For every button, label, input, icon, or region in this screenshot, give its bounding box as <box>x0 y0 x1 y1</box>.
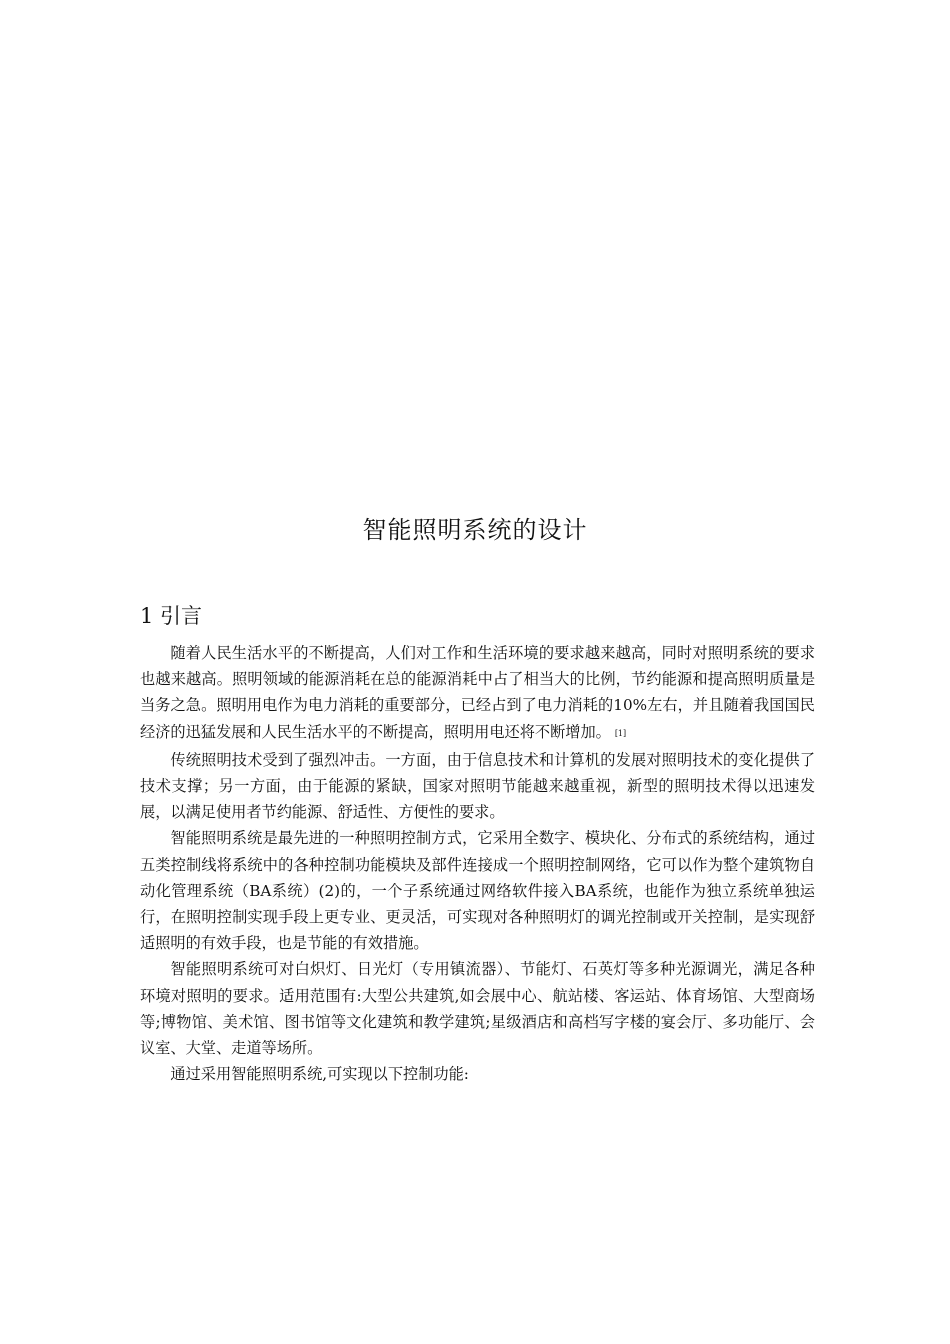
body-paragraph: 智能照明系统是最先进的一种照明控制方式，它采用全数字、模块化、分布式的系统结构，通过五类控制线将系统中的各种控制功能模块及部件连接成一个照明控制网络，它可以作为整个建筑物自动化管理系统（BA系统）(2)的，一个子系统通过网络软件接入BA系统，也能作为独立系统单独运行，在照明控制实现手段上更专业、更灵活，可实现对各种照明灯的调光控制或开关控制，是实现舒适照明的有效手段，也是节能的有效措施。 <box>140 829 815 953</box>
body-paragraph: 传统照明技术受到了强烈冲击。一方面，由于信息技术和计算机的发展对照明技术的变化提供了技术支撑；另一方面，由于能源的紧缺，国家对照明节能越来越重视，新型的照明技术得以迅速发展，以满足使用者节约能源、舒适性、方便性的要求。 <box>140 750 815 822</box>
document-title: 智能照明系统的设计 <box>362 516 588 544</box>
document-body <box>140 640 815 1087</box>
section-heading: 1 引言 <box>140 604 203 628</box>
body-paragraph <box>140 640 815 747</box>
paragraph-text: 随着人民生活水平的不断提高，人们对工作和生活环境的要求越来越高，同时对照明系统的要求也越来越高。照明领域的能源消耗在总的能源消耗中占了相当大的比例，节约能源和提高照明质量是当务之急。照明用电作为电力消耗的重要部分，已经占到了电力消耗的10%左右，并且随着我国国民经济的迅猛发展和人民生活水平的不断提高，照明用电还将不断增加。 <box>140 644 815 741</box>
body-paragraph: 通过采用智能照明系统,可实现以下控制功能: <box>170 1065 469 1084</box>
body-paragraph: 智能照明系统可对白炽灯、日光灯（专用镇流器）、节能灯、石英灯等多种光源调光，满足各种环境对照明的要求。适用范围有:大型公共建筑,如会展中心、航站楼、客运站、体育场馆、大型商场等;博物馆、美术馆、图书馆等文化建筑和教学建筑;星级酒店和高档写字楼的宴会厅、多功能厅、会议室、大堂、走道等场所。 <box>140 960 815 1058</box>
citation-marker: [1] <box>614 728 627 738</box>
